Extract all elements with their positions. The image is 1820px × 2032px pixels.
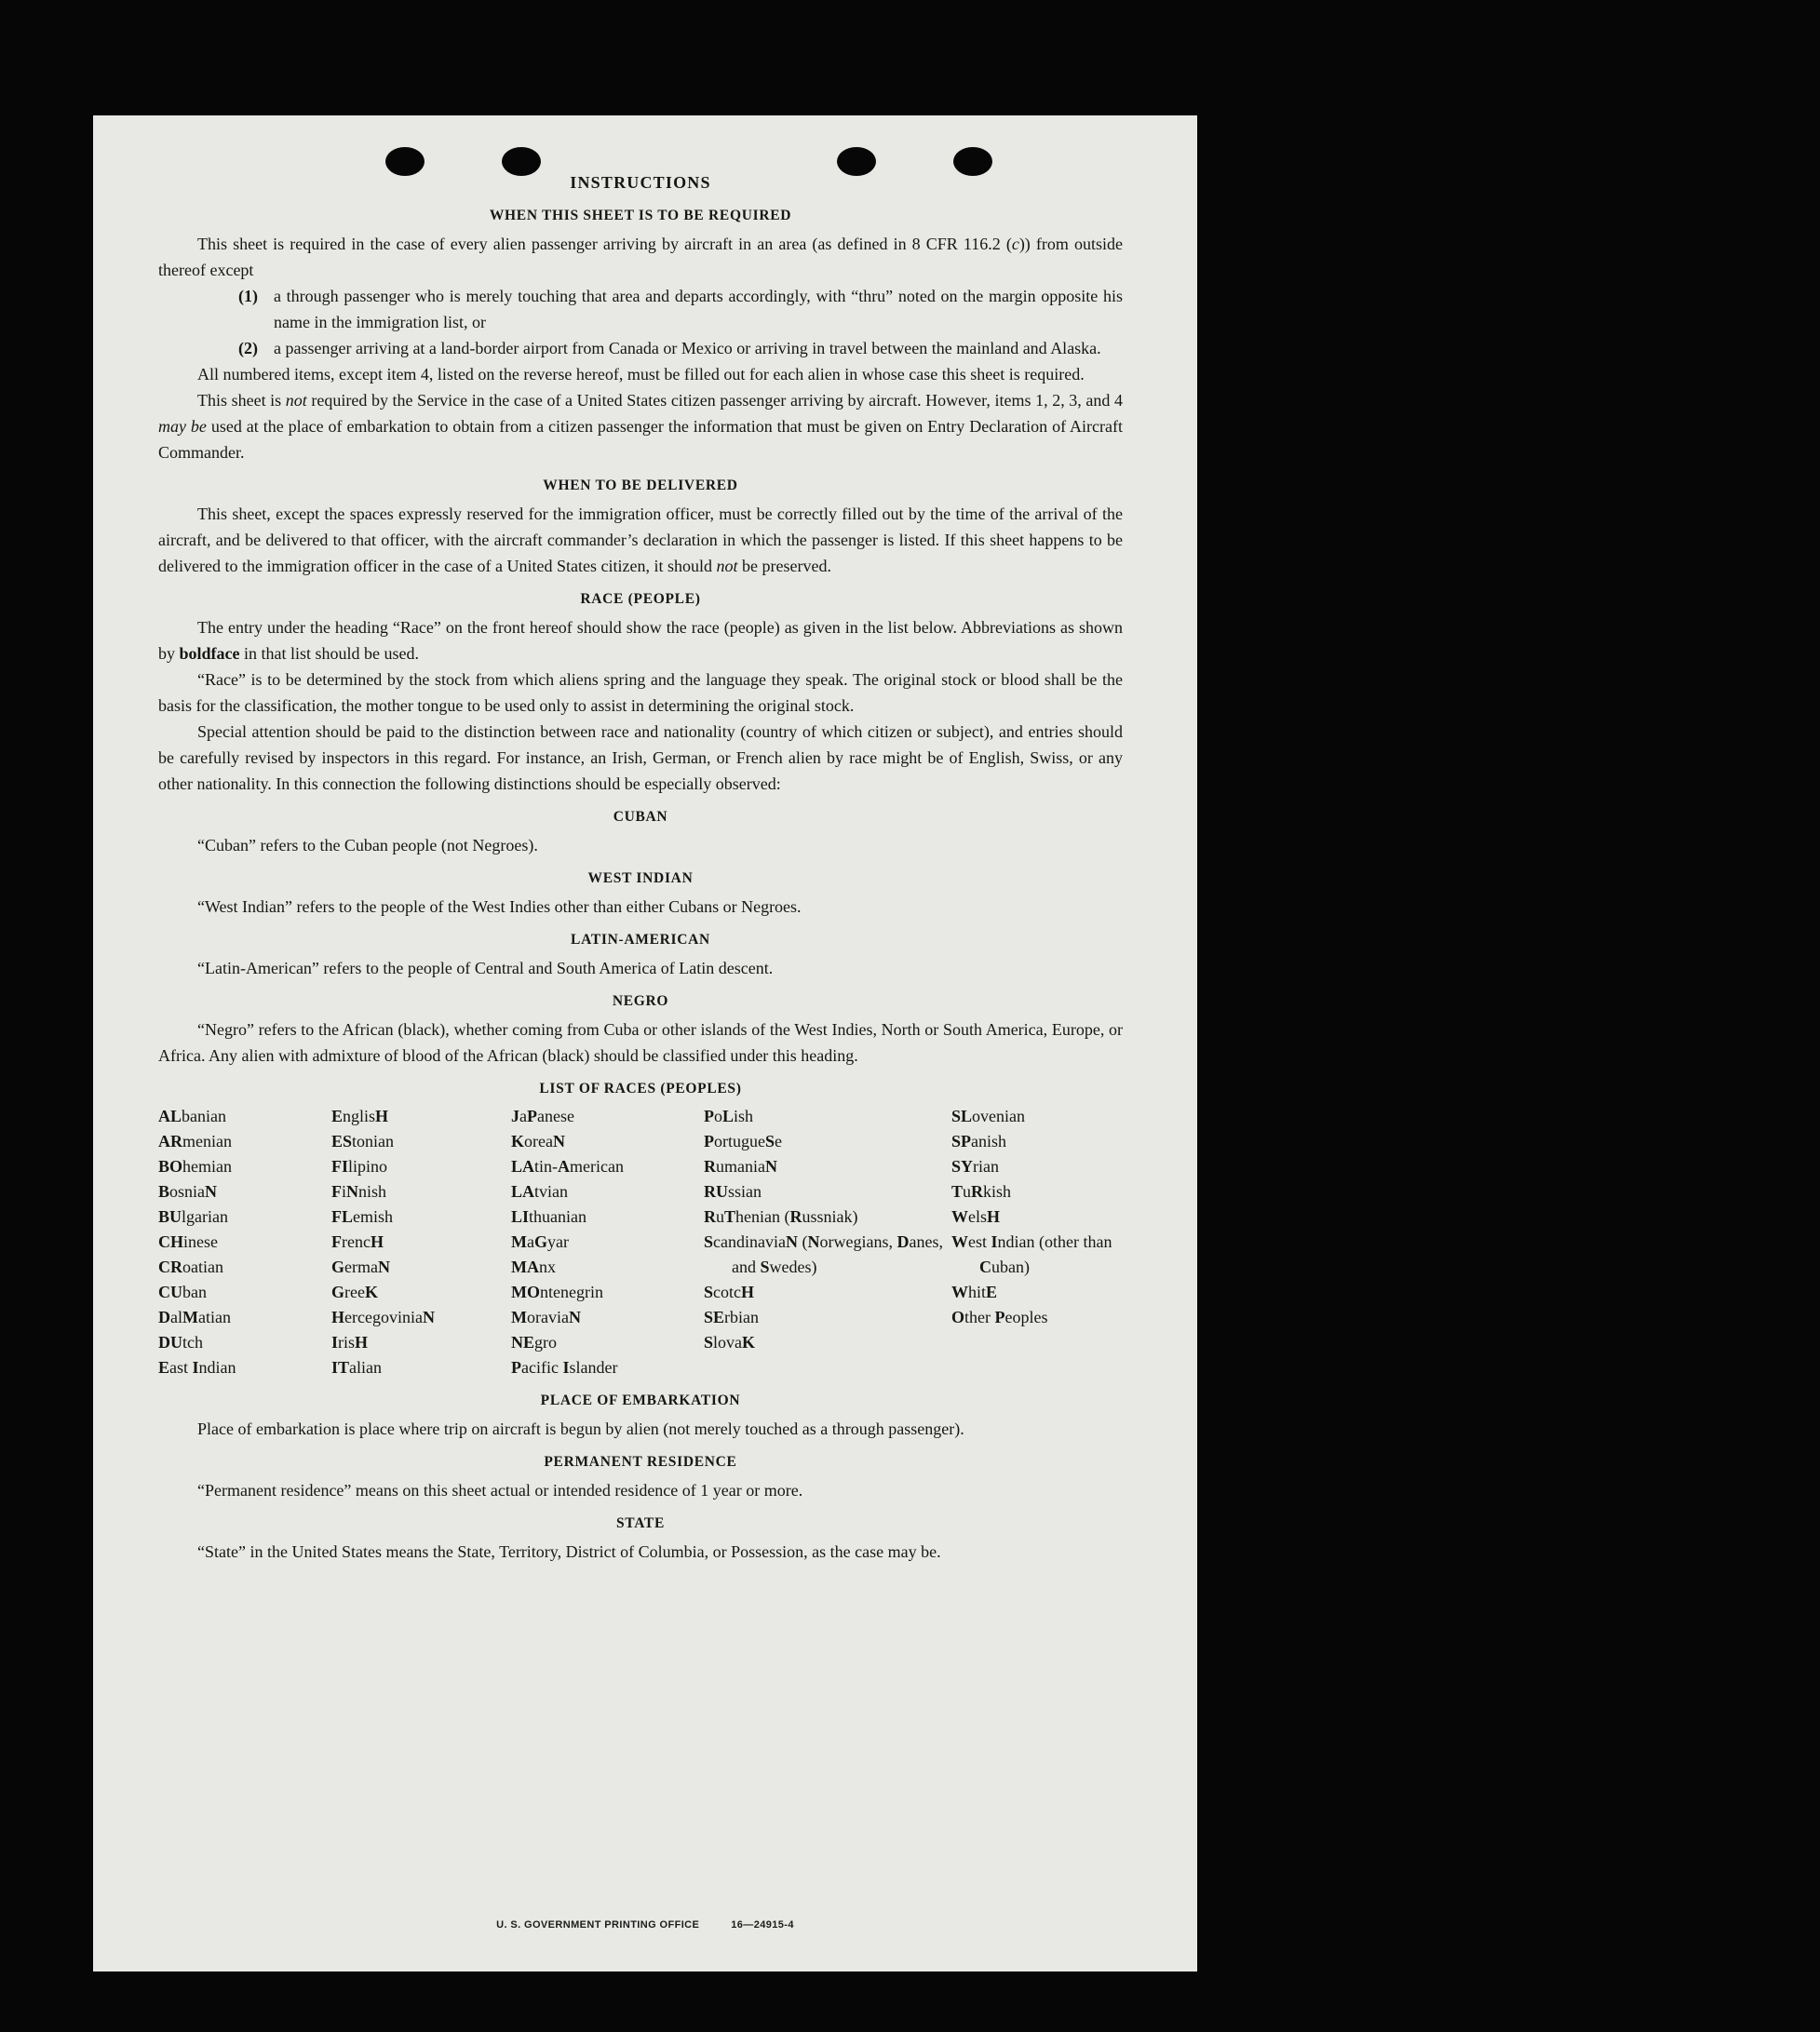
section-heading: NEGRO (612, 993, 669, 1009)
race-entry: DalMatian (158, 1308, 231, 1326)
paragraph: “Negro” refers to the African (black), whether coming from Cuba or other islands of the West Indies, North or South America, Europe, or Africa. Any alien with admixture of blood of the African (black) should be classified under this heading. (158, 1020, 1123, 1065)
races-column (158, 1104, 331, 1380)
race-entry: SYrian (951, 1157, 999, 1176)
paragraph: “Latin-American” refers to the people of Central and South America of Latin descent. (197, 959, 774, 977)
race-entry: IrisH (331, 1333, 369, 1352)
race-entry: RumaniaN (704, 1157, 777, 1176)
race-entry: BOhemian (158, 1157, 232, 1176)
page-title: INSTRUCTIONS (570, 173, 711, 192)
race-entry: Other Peoples (951, 1308, 1048, 1326)
race-entry: GreeK (331, 1283, 379, 1301)
race-entry: East Indian (158, 1358, 236, 1377)
race-entry: PoLish (704, 1107, 754, 1125)
race-entry: ITalian (331, 1358, 382, 1377)
document-body (158, 206, 1123, 1565)
race-entry: SlovaK (704, 1333, 756, 1352)
race-entry: DUtch (158, 1333, 203, 1352)
race-entry: West Indian (other than Cuban) (951, 1232, 1112, 1276)
section-heading: WEST INDIAN (587, 870, 694, 886)
race-entry: FIlipino (331, 1157, 388, 1176)
race-entry: MaGyar (511, 1232, 569, 1251)
race-entry: EnglisH (331, 1107, 389, 1125)
item-number: (1) (238, 287, 258, 305)
paragraph: “Permanent residence” means on this sheet actual or intended residence of 1 year or more. (197, 1481, 803, 1500)
race-entry: CHinese (158, 1232, 218, 1251)
race-entry: EStonian (331, 1132, 395, 1151)
item-number: (2) (238, 339, 258, 357)
numbered-item (238, 335, 1123, 361)
race-entry: TuRkish (951, 1182, 1012, 1201)
section-heading: WHEN TO BE DELIVERED (543, 478, 738, 493)
race-entry: ScotcH (704, 1283, 755, 1301)
section-heading: WHEN THIS SHEET IS TO BE REQUIRED (489, 208, 792, 223)
race-entry: MOntenegrin (511, 1283, 603, 1301)
race-entry: RuThenian (Russniak) (704, 1207, 858, 1226)
race-entry: PortugueSe (704, 1132, 782, 1151)
section-heading: PLACE OF EMBARKATION (540, 1393, 741, 1408)
races-column (511, 1104, 704, 1380)
race-entry: FrencH (331, 1232, 384, 1251)
race-entry: GermaN (331, 1258, 390, 1276)
section-heading: STATE (615, 1515, 666, 1531)
item-text: a through passenger who is merely touching that area and departs accordingly, with “thru” noted on the margin opposite his name in the immigration list, or (274, 287, 1123, 331)
race-entry: CRoatian (158, 1258, 223, 1276)
paragraph: All numbered items, except item 4, listed on the reverse hereof, must be filled out for each alien in whose case this sheet is required. (197, 365, 1085, 384)
race-entry: NEgro (511, 1333, 558, 1352)
paragraph: This sheet is required in the case of every alien passenger arriving by aircraft in an area (as defined in 8 CFR 116.2 (c)) from outside thereof except (158, 235, 1123, 279)
races-column (331, 1104, 511, 1380)
races-column (951, 1104, 1123, 1380)
race-entry: ALbanian (158, 1107, 226, 1125)
race-entry: RUssian (704, 1182, 762, 1201)
section-heading: LATIN-AMERICAN (571, 932, 710, 948)
section-heading: CUBAN (613, 809, 668, 825)
race-entry: SErbian (704, 1308, 760, 1326)
item-text: a passenger arriving at a land-border airport from Canada or Mexico or arriving in travel between the mainland and Alaska. (274, 339, 1101, 357)
section-heading: LIST OF RACES (PEOPLES) (539, 1081, 742, 1097)
race-entry: SLovenian (951, 1107, 1026, 1125)
paragraph: This sheet is not required by the Service in the case of a United States citizen passenger arriving by aircraft. However, items 1, 2, 3, and 4 may be used at the place of embarkation to obtain from a citizen passenger the information that must be given on Entry Declaration of Aircraft Commander. (158, 391, 1124, 462)
race-entry: HercegoviniaN (331, 1308, 435, 1326)
race-entry: CUban (158, 1283, 207, 1301)
paragraph: “State” in the United States means the State, Territory, District of Columbia, or Possession, as the case may be. (197, 1542, 941, 1561)
race-entry: WhitE (951, 1283, 998, 1301)
race-entry: ARmenian (158, 1132, 232, 1151)
numbered-item (238, 283, 1123, 335)
race-entry: SPanish (951, 1132, 1007, 1151)
race-entry: MAnx (511, 1258, 556, 1276)
race-entry: ScandinaviaN (Norwegians, Danes, and Swedes) (704, 1232, 943, 1276)
printing-office-footer (93, 1912, 1197, 1938)
paragraph: The entry under the heading “Race” on the front hereof should show the race (people) as given in the list below. Abbreviations as shown by boldface in that list should be used. (158, 618, 1123, 663)
race-entry: BosniaN (158, 1182, 218, 1201)
print-code: 16—24915-4 (731, 1919, 794, 1931)
printing-office-text: U. S. GOVERNMENT PRINTING OFFICE (496, 1919, 700, 1931)
race-entry: WelsH (951, 1207, 1001, 1226)
races-column (704, 1104, 951, 1380)
paragraph: Place of embarkation is place where trip on aircraft is begun by alien (not merely touched as a through passenger). (197, 1420, 964, 1438)
paragraph: “West Indian” refers to the people of the West Indies other than either Cubans or Negroes. (197, 897, 802, 916)
document-content (93, 115, 1197, 1971)
paragraph: This sheet, except the spaces expressly reserved for the immigration officer, must be correctly filled out by the time of the arrival of the aircraft, and be delivered to that officer, with the aircraft commander’s declaration in which the passenger is listed. If this sheet happens to be delivered to the immigration officer in the case of a United States citizen, it should not be preserved. (158, 505, 1123, 575)
race-entry: LAtvian (511, 1182, 569, 1201)
race-entry: KoreaN (511, 1132, 565, 1151)
section-heading: RACE (PEOPLE) (580, 591, 701, 607)
race-entry: BUlgarian (158, 1207, 228, 1226)
paragraph: “Cuban” refers to the Cuban people (not Negroes). (197, 836, 538, 855)
race-entry: LAtin-American (511, 1157, 624, 1176)
race-entry: MoraviaN (511, 1308, 581, 1326)
race-entry: FLemish (331, 1207, 394, 1226)
paragraph: “Race” is to be determined by the stock from which aliens spring and the language they speak. The original stock or blood shall be the basis for the classification, the mother tongue to be used only to assist in determining the original stock. (158, 670, 1123, 715)
race-entry: FiNnish (331, 1182, 387, 1201)
race-entry: LIthuanian (511, 1207, 586, 1226)
races-list (158, 1104, 1123, 1380)
race-entry: JaPanese (511, 1107, 574, 1125)
document-page (93, 115, 1197, 1971)
section-heading: PERMANENT RESIDENCE (544, 1454, 737, 1470)
paragraph: Special attention should be paid to the distinction between race and nationality (country of which citizen or subject), and entries should be carefully revised by inspectors in this regard. For instance, an Irish, German, or French alien by race might be of English, Swiss, or any other nationality. In this connection the following distinctions should be especially observed: (158, 722, 1123, 793)
race-entry: Pacific Islander (511, 1358, 618, 1377)
